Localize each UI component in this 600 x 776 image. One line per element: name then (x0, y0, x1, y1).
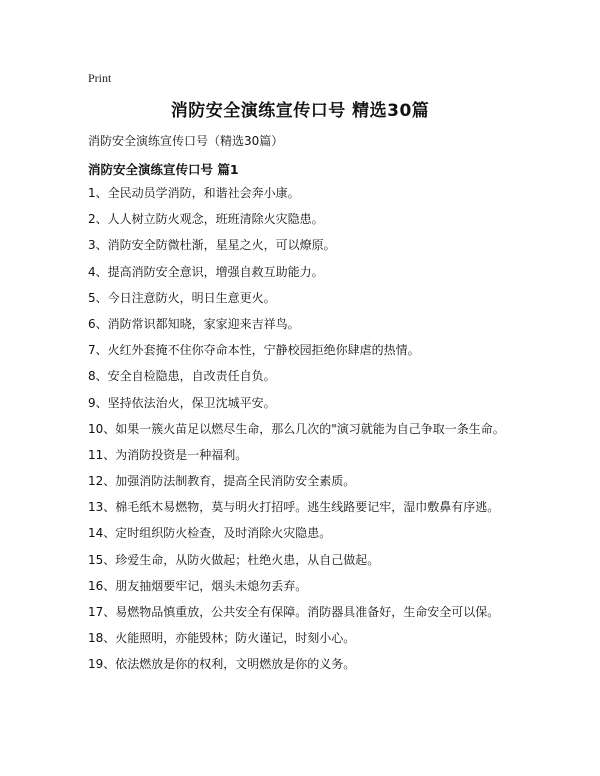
list-item: 9、坚持依法治火，保卫沈城平安。 (88, 395, 276, 410)
list-item: 3、消防安全防微杜渐，星星之火，可以燎原。 (88, 238, 336, 253)
list-item: 7、火红外套掩不住你夺命本性，宁静校园拒绝你肆虐的热情。 (88, 343, 420, 358)
list-item: 14、定时组织防火检查，及时消除火灾隐患。 (88, 526, 332, 541)
list-item: 2、人人树立防火观念，班班清除火灾隐患。 (88, 212, 324, 227)
page-title: 消防安全演练宣传口号 精选30篇 (170, 101, 430, 121)
list-item: 6、消防常识都知晓，家家迎来吉祥鸟。 (88, 316, 300, 331)
list-item: 17、易燃物品慎重放，公共安全有保障。消防器具准备好，生命安全可以保。 (88, 605, 500, 619)
list-item: 8、安全自检隐患，自改责任自负。 (88, 369, 276, 384)
list-item: 12、加强消防法制教育，提高全民消防安全素质。 (88, 474, 356, 489)
list-item: 5、今日注意防火，明日生意更火。 (88, 290, 276, 305)
list-item: 13、棉毛纸木易燃物，莫与明火打招呼。逃生线路要记牢，湿巾敷鼻有序逃。 (88, 500, 500, 515)
list-item: 19、依法燃放是你的权利，文明燃放是你的义务。 (88, 657, 356, 672)
list-item: 10、如果一簇火苗足以燃尽生命，那么几次的"演习就能为自己争取一条生命。 (88, 421, 505, 436)
list-item: 15、珍爱生命，从防火做起；杜绝火患，从自己做起。 (88, 552, 380, 567)
section-heading: 消防安全演练宣传口号 篇1 (88, 162, 239, 177)
document-subtitle: 消防安全演练宣传口号（精选30篇） (88, 134, 284, 148)
list-item: 16、朋友抽烟要牢记，烟头未熄勿丢弃。 (88, 578, 308, 593)
list-item: 18、火能照明，亦能毁林；防火谨记，时刻小心。 (88, 631, 356, 646)
list-item: 4、提高消防安全意识，增强自救互助能力。 (88, 264, 324, 279)
list-item: 11、为消防投资是一种福利。 (88, 447, 248, 462)
list-item: 1、全民动员学消防，和谐社会奔小康。 (88, 186, 300, 200)
print-label: Print (88, 71, 112, 85)
slogan-list (88, 186, 558, 684)
